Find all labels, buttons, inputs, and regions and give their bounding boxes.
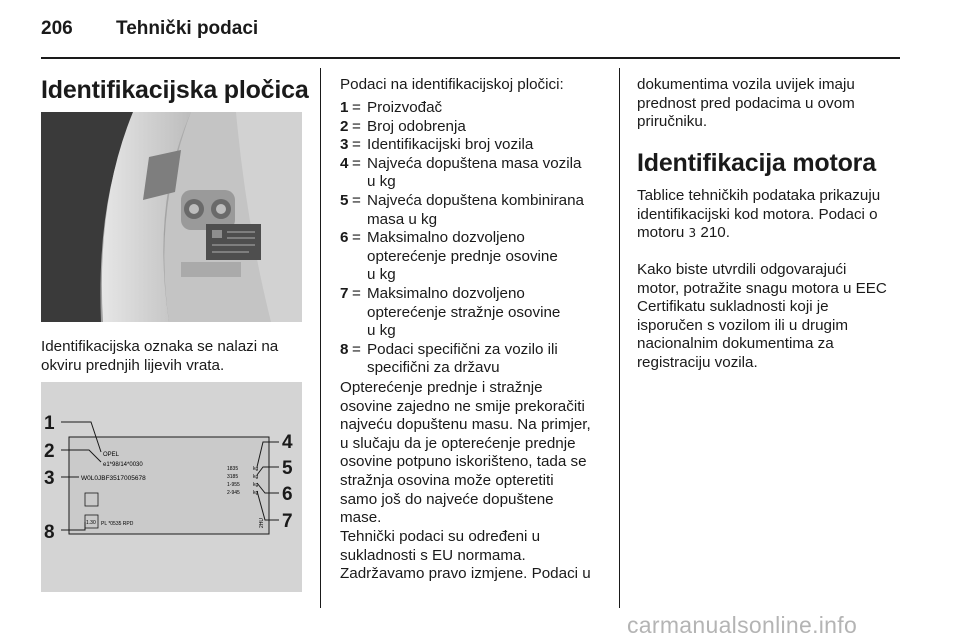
list-number: 6	[340, 229, 349, 247]
list-text: Identifikacijski broj vozila	[367, 136, 534, 154]
list-item: 1 = Proizvođač	[340, 99, 605, 118]
list-number: 4	[340, 154, 349, 172]
plate-weight-3: 1-955	[227, 482, 240, 488]
plate-unit-3: kg	[253, 482, 259, 488]
plate-vin: W0L0JBF3517005678	[81, 475, 146, 482]
text-line: Tehnički podaci su određeni u	[340, 528, 541, 545]
list-item: 2 = Broj odobrenja	[340, 118, 605, 137]
plate-unit-1: kg	[253, 466, 259, 472]
text-line: u slučaju da je opterećenje prednje	[340, 434, 576, 452]
list-text: u kg	[367, 322, 396, 340]
watermark: carmanualsonline.info	[627, 612, 858, 638]
column-divider-left	[320, 68, 321, 608]
list-text: u kg	[367, 173, 396, 191]
list-text: Podaci specifični za vozilo ili	[367, 340, 558, 358]
callout-2: 2	[44, 441, 55, 462]
callout-1: 1	[44, 413, 55, 434]
plate-weight-2: 3185	[227, 474, 239, 480]
text-line: samo još do najveće dopuštene	[340, 490, 554, 508]
text-line: Tablice tehničkih podataka prikazuju	[637, 187, 881, 204]
list-item: 5 = Najveća dopuštena kombinirana masa u kg	[340, 192, 605, 229]
plate-location-caption	[41, 338, 306, 375]
text-line: osovine zajedno ne smije prekoračiti	[340, 397, 585, 415]
page-reference[interactable]: 210.	[700, 224, 730, 242]
list-text: Najveća dopuštena masa vozila	[367, 154, 582, 172]
text-line: isporučen s vozilom ili u drugim	[637, 316, 849, 334]
plate-unit-2: kg	[253, 474, 259, 480]
list-item: 4 = Najveća dopuštena masa vozila u kg	[340, 155, 605, 192]
column-divider-right	[619, 68, 620, 608]
text-line: identifikacijski kod motora. Podaci o	[637, 205, 878, 223]
list-item: 3 = Identifikacijski broj vozila	[340, 136, 605, 155]
text-line: dokumentima vozila uvijek imaju	[637, 76, 855, 93]
section-heading-engine: Identifikacija motora	[637, 149, 876, 177]
text-line: sukladnosti s EU normama.	[340, 546, 526, 564]
callout-3: 3	[44, 468, 55, 489]
door-frame-photo	[41, 112, 302, 322]
list-text: Proizvođač	[367, 99, 443, 116]
text-line: prednost pred podacima u ovom	[637, 94, 855, 112]
text-line: Zadržavamo pravo izmjene. Podaci u	[340, 565, 591, 583]
callout-7: 7	[282, 511, 293, 532]
list-item: 7 = Maksimalno dozvoljeno opterećenje stražnje osovine u kg	[340, 285, 605, 341]
list-item: 6 = Maksimalno dozvoljeno opterećenje prednje osovine u kg	[340, 229, 605, 285]
text-line: registraciju vozila.	[637, 353, 758, 371]
caption-text: Identifikacijska oznaka se nalazi na okviru prednjih lijevih vrata.	[41, 338, 279, 374]
plate-weight-1: 1835	[227, 466, 239, 472]
text-line: Certifikatu sukladnosti koji je	[637, 298, 829, 316]
documents-priority-paragraph	[637, 76, 902, 132]
callout-6: 6	[282, 484, 293, 505]
list-number: 3	[340, 136, 349, 154]
list-text: opterećenje stražnje osovine	[367, 303, 561, 321]
plate-line-2: e1*98/14*0030	[103, 462, 143, 468]
list-number: 7	[340, 284, 349, 302]
list-number: 5	[340, 191, 349, 209]
plate-data-intro: Podaci na identifikacijskoj pločici:	[340, 76, 564, 93]
text-line: najveću dopuštenu masu. Na primjer,	[340, 416, 591, 434]
callout-4: 4	[282, 432, 293, 453]
page-reference-arrow-icon: 3	[688, 226, 697, 241]
callout-5: 5	[282, 458, 293, 479]
axle-load-paragraph	[340, 379, 615, 528]
list-text: opterećenje prednje osovine	[367, 247, 558, 265]
plate-side-code: 2HU	[259, 517, 265, 528]
list-text: Maksimalno dozvoljeno	[367, 284, 525, 302]
engine-power-paragraph	[637, 261, 907, 373]
text-line: nacionalnim dokumentima za	[637, 335, 834, 353]
list-text: Broj odobrenja	[367, 117, 466, 135]
plate-data-list	[340, 99, 605, 378]
text-line: osovine potpuno iskorišteno, tada se	[340, 453, 587, 471]
page-number: 206	[41, 18, 73, 39]
text-line: mase.	[340, 509, 382, 527]
list-text: specifični za državu	[367, 359, 500, 377]
list-number: 2	[340, 117, 349, 135]
identification-plate-diagram	[41, 382, 302, 592]
text-line: priručniku.	[637, 113, 708, 131]
list-text: masa u kg	[367, 210, 438, 228]
text-line-part: motoru	[637, 224, 685, 242]
list-number: 1	[340, 99, 349, 116]
list-item: 8 = Podaci specifični za vozilo ili specifični za državu	[340, 341, 605, 378]
text-line: Opterećenje prednje i stražnje	[340, 379, 543, 396]
list-text: Maksimalno dozvoljeno	[367, 229, 525, 247]
text-line	[637, 224, 907, 243]
text-line: stražnja osovina može opteretiti	[340, 471, 554, 489]
text-line: motor, potražite snagu motora u EEC	[637, 279, 887, 297]
section-heading-plate: Identifikacijska pločica	[41, 76, 309, 104]
list-text: Najveća dopuštena kombinirana	[367, 191, 584, 209]
list-text: u kg	[367, 266, 396, 284]
plate-line-1: OPEL	[103, 452, 120, 458]
chapter-title: Tehnički podaci	[116, 18, 259, 39]
header-divider	[41, 57, 900, 59]
plate-code: 1.30	[86, 520, 96, 526]
text-line: Kako biste utvrdili odgovarajući	[637, 261, 847, 278]
plate-unit-4: kg	[253, 490, 259, 496]
eu-norms-paragraph	[340, 528, 615, 584]
plate-weight-4: 2-945	[227, 490, 240, 496]
plate-paint: PL *0535 RPD	[101, 521, 134, 527]
engine-code-paragraph	[637, 187, 907, 243]
list-number: 8	[340, 340, 349, 358]
callout-8: 8	[44, 522, 55, 543]
